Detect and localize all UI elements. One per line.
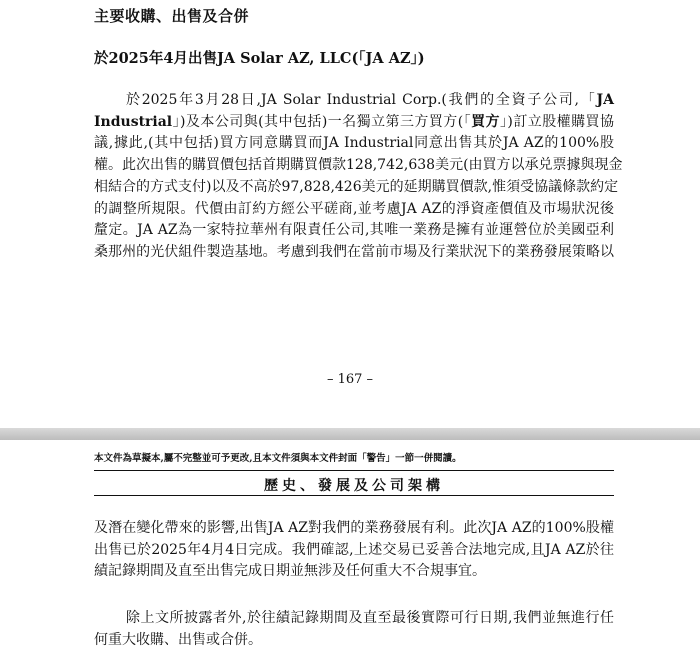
document-page-lower [0,440,700,660]
paragraph-line: 及潛在變化帶來的影響,出售JA AZ對我們的業務發展有利。此次JA AZ的100%股權 [94,520,614,536]
bold-text-run: 買方 [471,113,500,130]
paragraph-line: 權。此次出售的購買價包括首期購買價款128,742,638美元(由買方以承兑票據與現金 [94,157,623,174]
chapter-header [94,470,614,496]
draft-notice: 本文件為草擬本,屬不完整並可予更改,且本文件須與本文件封面「警告」一節一併閱讀。 [94,453,462,464]
paragraph-line: 桑那州的光伏組件製造基地。考慮到我們在當前市場及行業狀況下的業務發展策略以 [94,243,614,260]
paragraph-line: 除上文所披露者外,於往績記錄期間及直至最後實際可行日期,我們並無進行任 [126,610,614,626]
text-run: 」)及本公司與(其中包括)一名獨立第三方買方(「 [172,113,472,130]
paragraph-line [94,90,614,112]
paragraph-line: 相結合的方式支付)以及不高於97,828,426美元的延期購買價款,惟須受協議條款約定 [94,178,619,195]
paragraph-continuation [94,518,614,583]
paragraph-line: 何重大收購、出售或合併。 [94,631,262,648]
paragraph-closing [94,608,614,651]
text-run: 於2025年3月28日,JA Solar Industrial Corp.(我們的全資子公司,「 [126,92,597,108]
paragraph-disposal [94,90,623,264]
sub-heading: 於2025年4月出售JA Solar AZ, LLC(「JA AZ」) [94,50,425,67]
section-heading: 主要收購、出售及合併 [94,7,250,25]
page-number: – 167 – [326,372,374,387]
bold-text-run: Industrial [94,113,173,130]
paragraph-line: 出售已於2025年4月4日完成。我們確認,上述交易已妥善合法地完成,且JA AZ於往 [94,541,614,558]
chapter-title: 歷史、發展及公司架構 [264,478,444,494]
bold-text-run: JA [596,92,614,108]
paragraph-line: 釐定。JA AZ為一家特拉華州有限責任公司,其唯一業務是擁有並運營位於美國亞利 [94,222,614,239]
text-run: 」)訂立股權購買協 [499,113,614,130]
paragraph-line [94,112,614,134]
page-separator [0,428,700,440]
paragraph-line: 議,據此,(其中包括)買方同意購買而JA Industrial同意出售其於JA AZ的100%股 [94,135,614,152]
paragraph-line: 績記錄期間及直至出售完成日期並無涉及任何重大不合規事宜。 [94,563,486,580]
paragraph-line: 的調整所規限。代價由訂約方經公平磋商,並考慮JA AZ的淨資產價值及市場狀況後 [94,200,614,217]
